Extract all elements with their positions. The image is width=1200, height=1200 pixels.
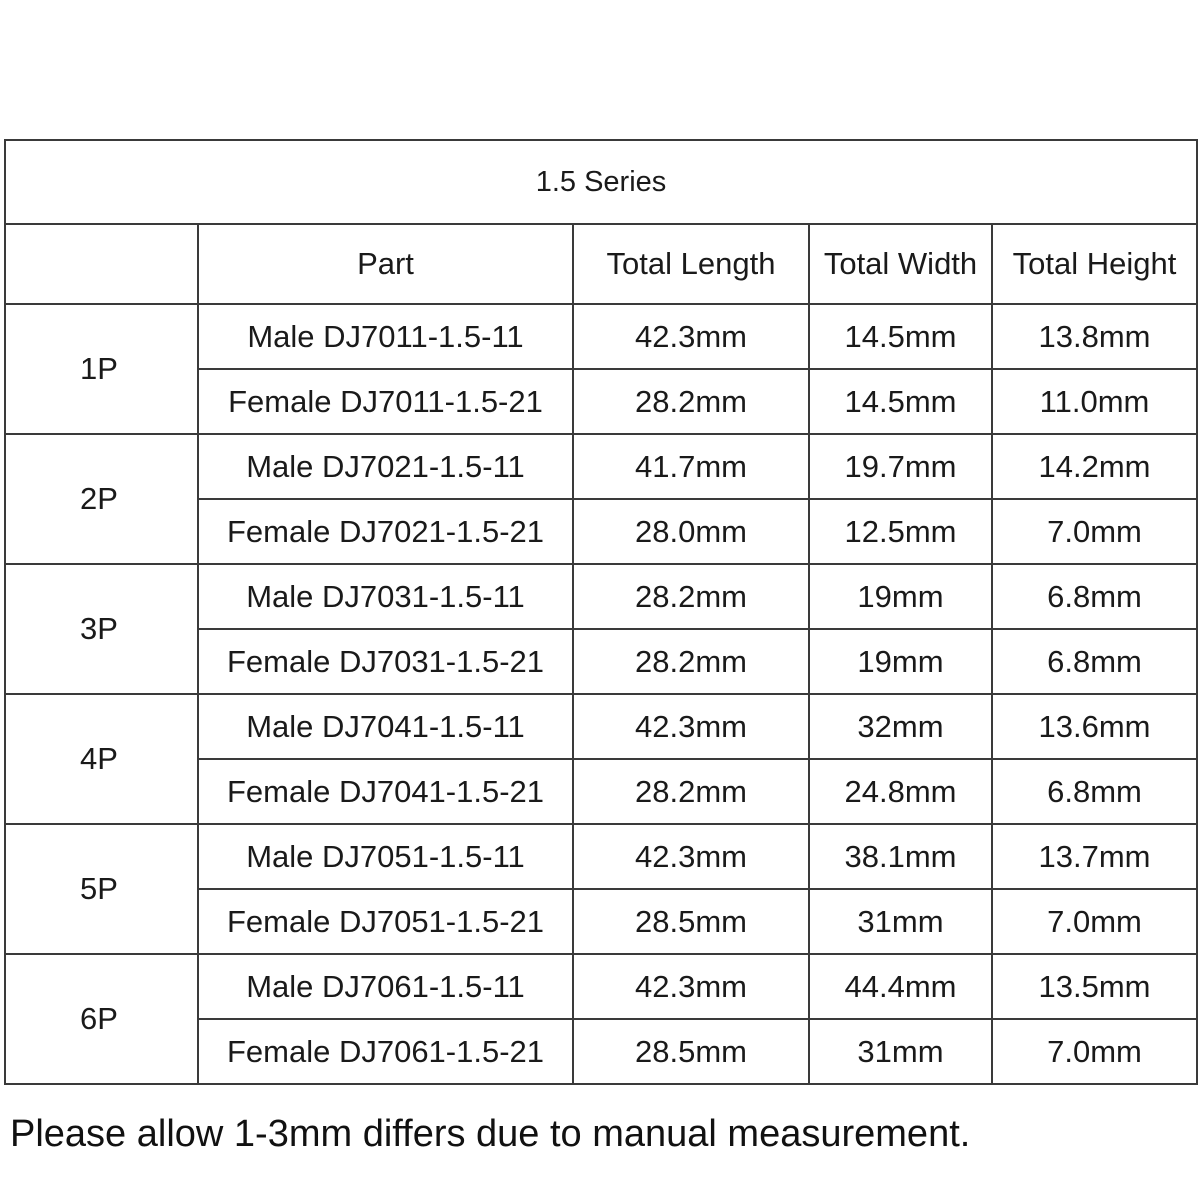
part-cell: Female DJ7011-1.5-21 — [198, 369, 573, 434]
part-cell: Male DJ7031-1.5-11 — [198, 564, 573, 629]
header-cell-blank — [5, 224, 198, 304]
total-length-cell: 28.2mm — [573, 629, 809, 694]
total-height-cell: 14.2mm — [992, 434, 1197, 499]
total-height-cell: 6.8mm — [992, 629, 1197, 694]
spec-sheet — [4, 139, 1196, 1085]
total-width-cell: 24.8mm — [809, 759, 992, 824]
table-row — [5, 824, 1197, 889]
total-height-cell: 13.6mm — [992, 694, 1197, 759]
header-cell-total-height: Total Height — [992, 224, 1197, 304]
total-length-cell: 28.2mm — [573, 369, 809, 434]
part-cell: Male DJ7041-1.5-11 — [198, 694, 573, 759]
part-cell: Male DJ7061-1.5-11 — [198, 954, 573, 1019]
table-row — [5, 954, 1197, 1019]
table-row — [5, 434, 1197, 499]
total-height-cell: 13.7mm — [992, 824, 1197, 889]
table-title: 1.5 Series — [5, 140, 1197, 224]
table-row — [5, 694, 1197, 759]
pin-count-cell: 5P — [5, 824, 198, 954]
total-height-cell: 7.0mm — [992, 889, 1197, 954]
table-row — [5, 564, 1197, 629]
total-length-cell: 28.5mm — [573, 889, 809, 954]
total-width-cell: 12.5mm — [809, 499, 992, 564]
total-height-cell: 13.8mm — [992, 304, 1197, 369]
part-cell: Male DJ7051-1.5-11 — [198, 824, 573, 889]
total-length-cell: 28.2mm — [573, 564, 809, 629]
table-title-row — [5, 140, 1197, 224]
total-height-cell: 13.5mm — [992, 954, 1197, 1019]
pin-count-cell: 6P — [5, 954, 198, 1084]
total-width-cell: 19mm — [809, 629, 992, 694]
part-cell: Male DJ7021-1.5-11 — [198, 434, 573, 499]
header-cell-total-width: Total Width — [809, 224, 992, 304]
total-width-cell: 31mm — [809, 1019, 992, 1084]
total-width-cell: 38.1mm — [809, 824, 992, 889]
pin-count-cell: 1P — [5, 304, 198, 434]
total-width-cell: 44.4mm — [809, 954, 992, 1019]
total-height-cell: 7.0mm — [992, 499, 1197, 564]
measurement-note: Please allow 1-3mm differs due to manual measurement. — [10, 1113, 971, 1155]
total-length-cell: 42.3mm — [573, 694, 809, 759]
total-width-cell: 32mm — [809, 694, 992, 759]
table-row — [5, 304, 1197, 369]
total-height-cell: 11.0mm — [992, 369, 1197, 434]
total-length-cell: 28.2mm — [573, 759, 809, 824]
total-height-cell: 6.8mm — [992, 564, 1197, 629]
pin-count-cell: 2P — [5, 434, 198, 564]
total-width-cell: 14.5mm — [809, 304, 992, 369]
total-width-cell: 19mm — [809, 564, 992, 629]
pin-count-cell: 4P — [5, 694, 198, 824]
part-cell: Female DJ7051-1.5-21 — [198, 889, 573, 954]
header-cell-part: Part — [198, 224, 573, 304]
total-length-cell: 42.3mm — [573, 304, 809, 369]
total-length-cell: 28.5mm — [573, 1019, 809, 1084]
total-length-cell: 42.3mm — [573, 824, 809, 889]
part-cell: Female DJ7061-1.5-21 — [198, 1019, 573, 1084]
dimension-table — [4, 139, 1198, 1085]
total-length-cell: 42.3mm — [573, 954, 809, 1019]
part-cell: Female DJ7021-1.5-21 — [198, 499, 573, 564]
header-cell-total-length: Total Length — [573, 224, 809, 304]
part-cell: Female DJ7031-1.5-21 — [198, 629, 573, 694]
part-cell: Female DJ7041-1.5-21 — [198, 759, 573, 824]
total-length-cell: 28.0mm — [573, 499, 809, 564]
table-header-row — [5, 224, 1197, 304]
pin-count-cell: 3P — [5, 564, 198, 694]
part-cell: Male DJ7011-1.5-11 — [198, 304, 573, 369]
total-height-cell: 7.0mm — [992, 1019, 1197, 1084]
total-width-cell: 14.5mm — [809, 369, 992, 434]
total-width-cell: 19.7mm — [809, 434, 992, 499]
total-width-cell: 31mm — [809, 889, 992, 954]
total-height-cell: 6.8mm — [992, 759, 1197, 824]
total-length-cell: 41.7mm — [573, 434, 809, 499]
